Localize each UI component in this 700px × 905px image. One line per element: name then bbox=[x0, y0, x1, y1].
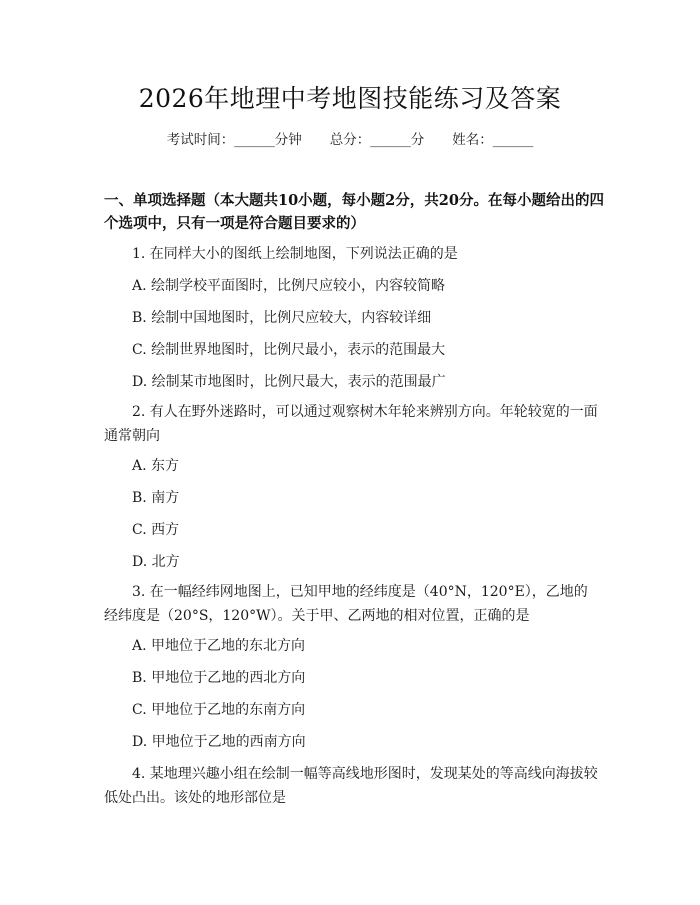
question-stem: 1. 在同样大小的图纸上绘制地图，下列说法正确的是 bbox=[132, 246, 458, 262]
question-option: A. 东方 bbox=[132, 458, 180, 474]
question-option: D. 北方 bbox=[132, 554, 180, 570]
question-option: B. 甲地位于乙地的西北方向 bbox=[132, 670, 306, 686]
question-option: C. 绘制世界地图时，比例尺最小，表示的范围最大 bbox=[132, 342, 446, 358]
student-name-field: 姓名：______ bbox=[452, 132, 534, 148]
question-stem: 3. 在一幅经纬网地图上，已知甲地的经纬度是（40°N，120°E），乙地的经纬度是（20°S，120°W）。关于甲、乙两地的相对位置，正确的是 bbox=[104, 584, 588, 624]
question-option: B. 南方 bbox=[132, 490, 180, 506]
question-option: B. 绘制中国地图时，比例尺应较大，内容较详细 bbox=[132, 310, 432, 326]
question-stem: 4. 某地理兴趣小组在绘制一幅等高线地形图时，发现某处的等高线向海拔较低处凸出。该处的地形部位是 bbox=[104, 766, 598, 806]
exam-info-line bbox=[0, 130, 700, 150]
exam-time-field: 考试时间：______分钟 bbox=[166, 132, 302, 148]
question-option: D. 甲地位于乙地的西南方向 bbox=[132, 734, 306, 750]
question-stem: 2. 有人在野外迷路时，可以通过观察树木年轮来辨别方向。年轮较宽的一面通常朝向 bbox=[104, 404, 598, 444]
section-heading: 一、单项选择题（本大题共10小题，每小题2分，共20分。在每小题给出的四个选项中，只有一项是符合题目要求的） bbox=[104, 192, 604, 232]
question-option: D. 绘制某市地图时，比例尺最大，表示的范围最广 bbox=[132, 374, 446, 390]
question-option: C. 甲地位于乙地的东南方向 bbox=[132, 702, 306, 718]
total-score-field: 总分：______分 bbox=[329, 132, 425, 148]
page-title: 2026年地理中考地图技能练习及答案 bbox=[138, 84, 562, 113]
question-option: A. 绘制学校平面图时，比例尺应较小，内容较简略 bbox=[132, 278, 446, 294]
question-option: A. 甲地位于乙地的东北方向 bbox=[132, 638, 306, 654]
question-option: C. 西方 bbox=[132, 522, 180, 538]
